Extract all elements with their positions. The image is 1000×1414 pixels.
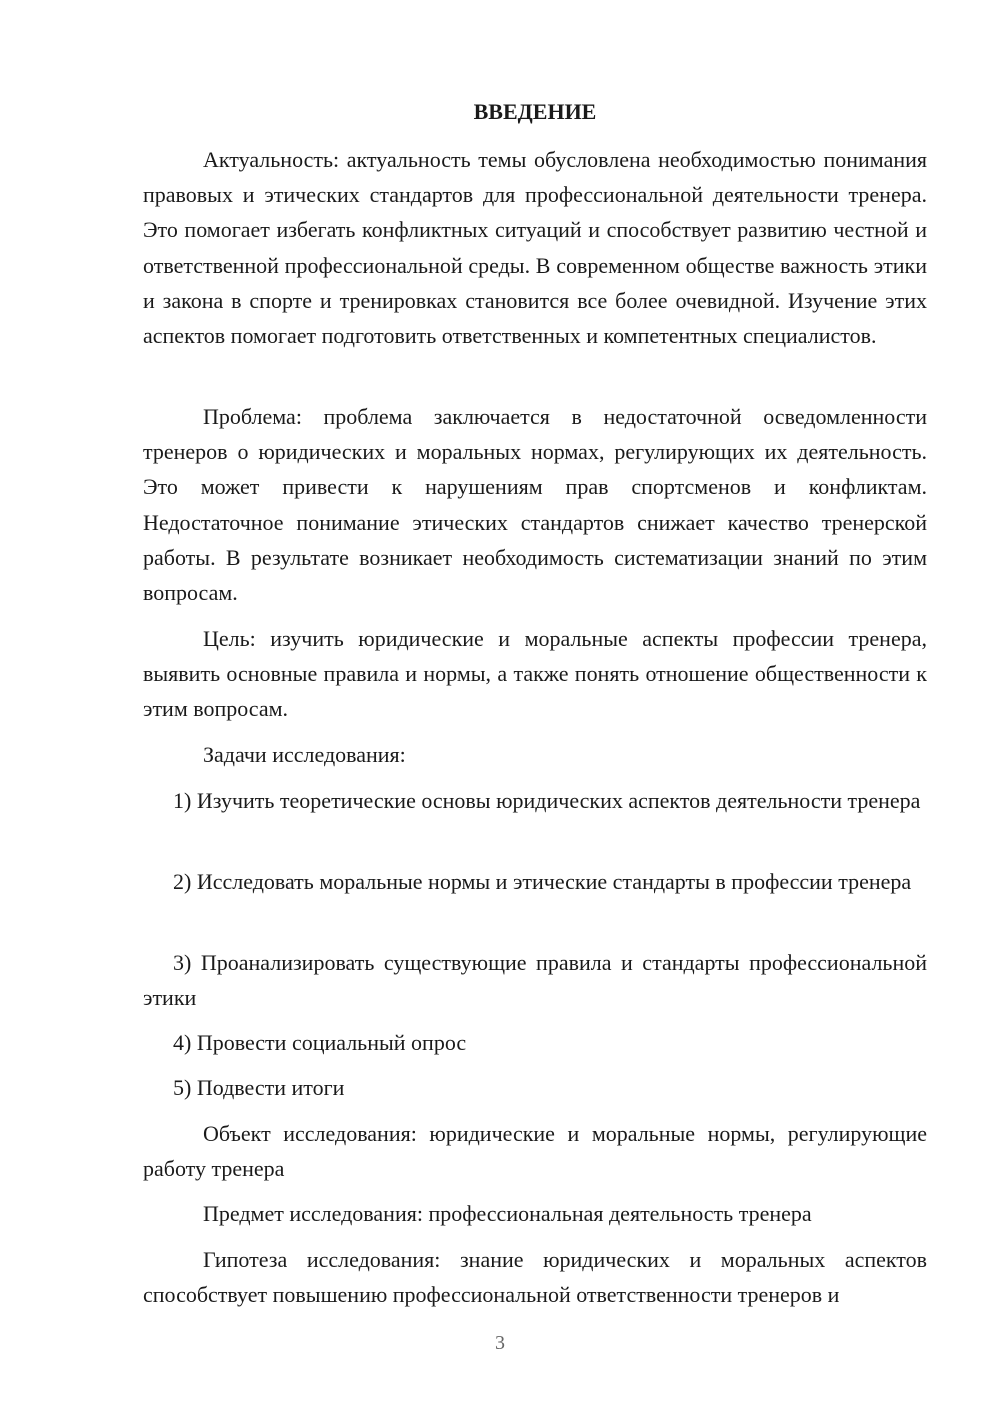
paragraph-hypothesis: Гипотеза исследования: знание юридических и моральных аспектов способствует повышению профессиональной ответственности тренеров и (143, 1247, 927, 1308)
paragraph-object: Объект исследования: юридические и моральные нормы, регулирующие работу тренера (143, 1121, 927, 1182)
paragraph-relevance: Актуальность: актуальность темы обусловлена необходимостью понимания правовых и этических стандартов для профессиональной деятельности тренера. Это помогает избегать конфликтных ситуаций и способствует развитию честной и ответственной профессиональной среды. В современном обществе важность этики и закона в спорте и тренировках становится все более очевидной. Изучение этих аспектов помогает подготовить ответственных и компетентных специалистов. (143, 147, 927, 349)
section-title: ВВЕДЕНИЕ (473, 99, 597, 124)
task-item: 3) Проанализировать существующие правила и стандарты профессиональной этики (143, 950, 927, 1011)
task-item: 2) Исследовать моральные нормы и этические стандарты в профессии тренера (173, 869, 912, 894)
page-number: 3 (495, 1332, 505, 1354)
paragraph-subject: Предмет исследования: профессиональная деятельность тренера (203, 1201, 812, 1226)
paragraph-goal: Цель: изучить юридические и моральные аспекты профессии тренера, выявить основные правила и нормы, а также понять отношение общественности к этим вопросам. (143, 626, 927, 722)
task-item: 5) Подвести итоги (173, 1075, 345, 1100)
paragraph-problem: Проблема: проблема заключается в недостаточной осведомленности тренеров о юридических и моральных нормах, регулирующих их деятельность. Это может привести к нарушениям прав спортсменов и конфликтам. Недостаточное понимание этических стандартов снижает качество тренерской работы. В результате возникает необходимость систематизации знаний по этим вопросам. (143, 404, 927, 606)
tasks-heading: Задачи исследования: (203, 742, 406, 767)
task-item: 1) Изучить теоретические основы юридических аспектов деятельности тренера (173, 788, 921, 813)
task-item: 4) Провести социальный опрос (173, 1030, 467, 1055)
